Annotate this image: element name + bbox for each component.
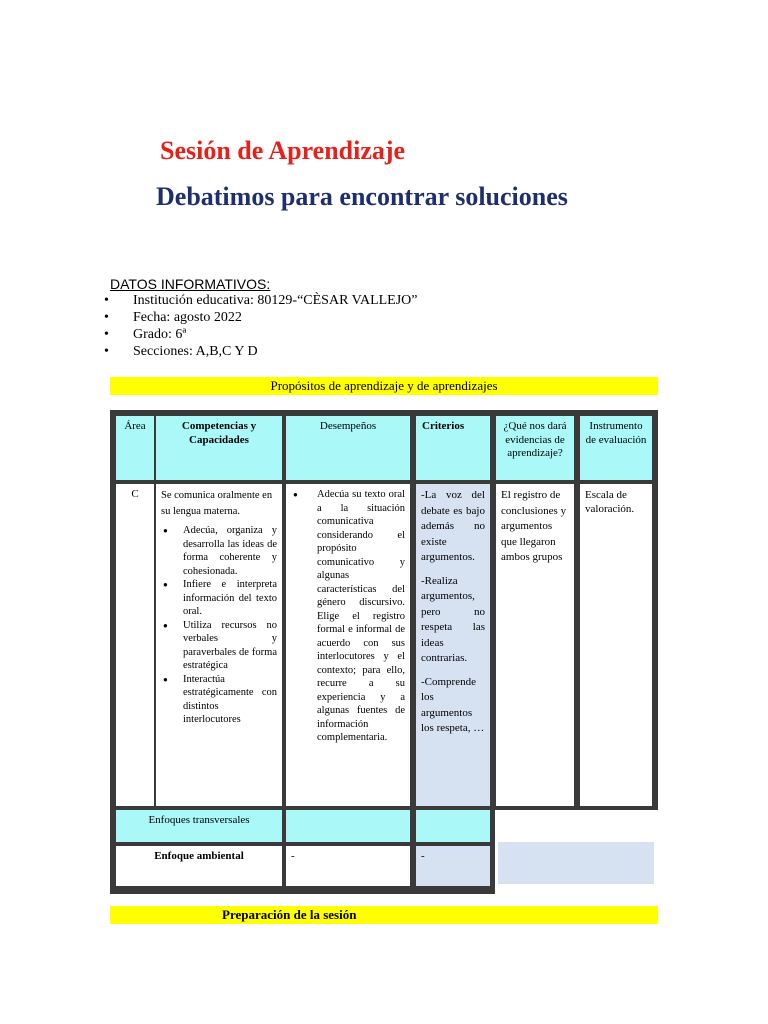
page-title: Debatimos para encontrar soluciones: [156, 182, 568, 211]
datos-informativos-heading: DATOS INFORMATIVOS:: [110, 276, 271, 292]
list-item: ● Adecúa, organiza y desarrolla las ideas de forma coherente y cohesionada.: [183, 524, 277, 578]
session-title: Sesión de Aprendizaje: [160, 136, 406, 165]
lavender-box: [498, 842, 654, 884]
enfoques-transversales-label: Enfoques transversales: [116, 810, 282, 842]
header-evidencias: ¿Qué nos dará evidencias de aprendizaje?: [496, 416, 574, 480]
datos-informativos-list: [104, 292, 418, 360]
list-item: ● Adecúa su texto oral a la situación comunicativa considerando el propósito comunicativo y algunas características del género discursivo. Elige el registro formal e informal de acuerdo con sus interlocutores y el contexto; para ello, recurre a su experiencia y a algunas fuentes de información complementaria.: [317, 488, 405, 745]
list-item: • Secciones: A,B,C Y D: [104, 343, 418, 360]
desempenos-list: [291, 488, 405, 745]
propositos-bar: Propósitos de aprendizaje y de aprendizajes: [110, 377, 658, 395]
learning-table: [110, 410, 658, 894]
cell-competencias: [156, 484, 282, 806]
list-item: ● Interactúa estratégicamente con distintos interlocutores: [183, 673, 277, 727]
header-desempenos: Desempeños: [286, 416, 410, 480]
header-area: Área: [116, 416, 154, 480]
list-item: • Institución educativa: 80129-“CÈSAR VALLEJO”: [104, 292, 418, 309]
enfoques-cell-2: [286, 810, 410, 842]
criterio-item: -Comprende los argumentos los respeta, …: [421, 675, 485, 734]
list-item: • Fecha: agosto 2022: [104, 309, 418, 326]
capacidades-list: [161, 524, 277, 727]
competencia-intro: Se comunica oralmente en su lengua materna.: [161, 490, 273, 517]
cell-area: C: [116, 484, 154, 806]
list-item: ● Utiliza recursos no verbales y paraverbales de forma estratégica: [183, 619, 277, 673]
criterio-item: -La voz del debate es bajo además no existe argumentos.: [421, 489, 485, 563]
enfoque-ambiental-cell-2: -: [286, 846, 410, 886]
header-criterios: Criterios: [416, 416, 490, 480]
criterio-item: -Realiza argumentos, pero no respeta las ideas contrarias.: [421, 574, 485, 664]
cell-evidencias: El registro de conclusiones y argumentos que llegaron ambos grupos: [496, 484, 574, 806]
cell-criterios: [416, 484, 490, 806]
enfoque-ambiental-cell-3: -: [416, 846, 490, 886]
enfoques-cell-3: [416, 810, 490, 842]
list-item: ● Infiere e interpreta información del texto oral.: [183, 578, 277, 619]
header-competencias: Competencias y Capacidades: [156, 416, 282, 480]
cell-instrumento: Escala de valoración.: [580, 484, 652, 806]
list-item: • Grado: 6ª: [104, 326, 418, 343]
enfoque-ambiental-label: Enfoque ambiental: [116, 846, 282, 886]
preparacion-bar: Preparación de la sesión: [110, 906, 658, 924]
header-instrumento: Instrumento de evaluación: [580, 416, 652, 480]
cell-desempenos: [286, 484, 410, 806]
